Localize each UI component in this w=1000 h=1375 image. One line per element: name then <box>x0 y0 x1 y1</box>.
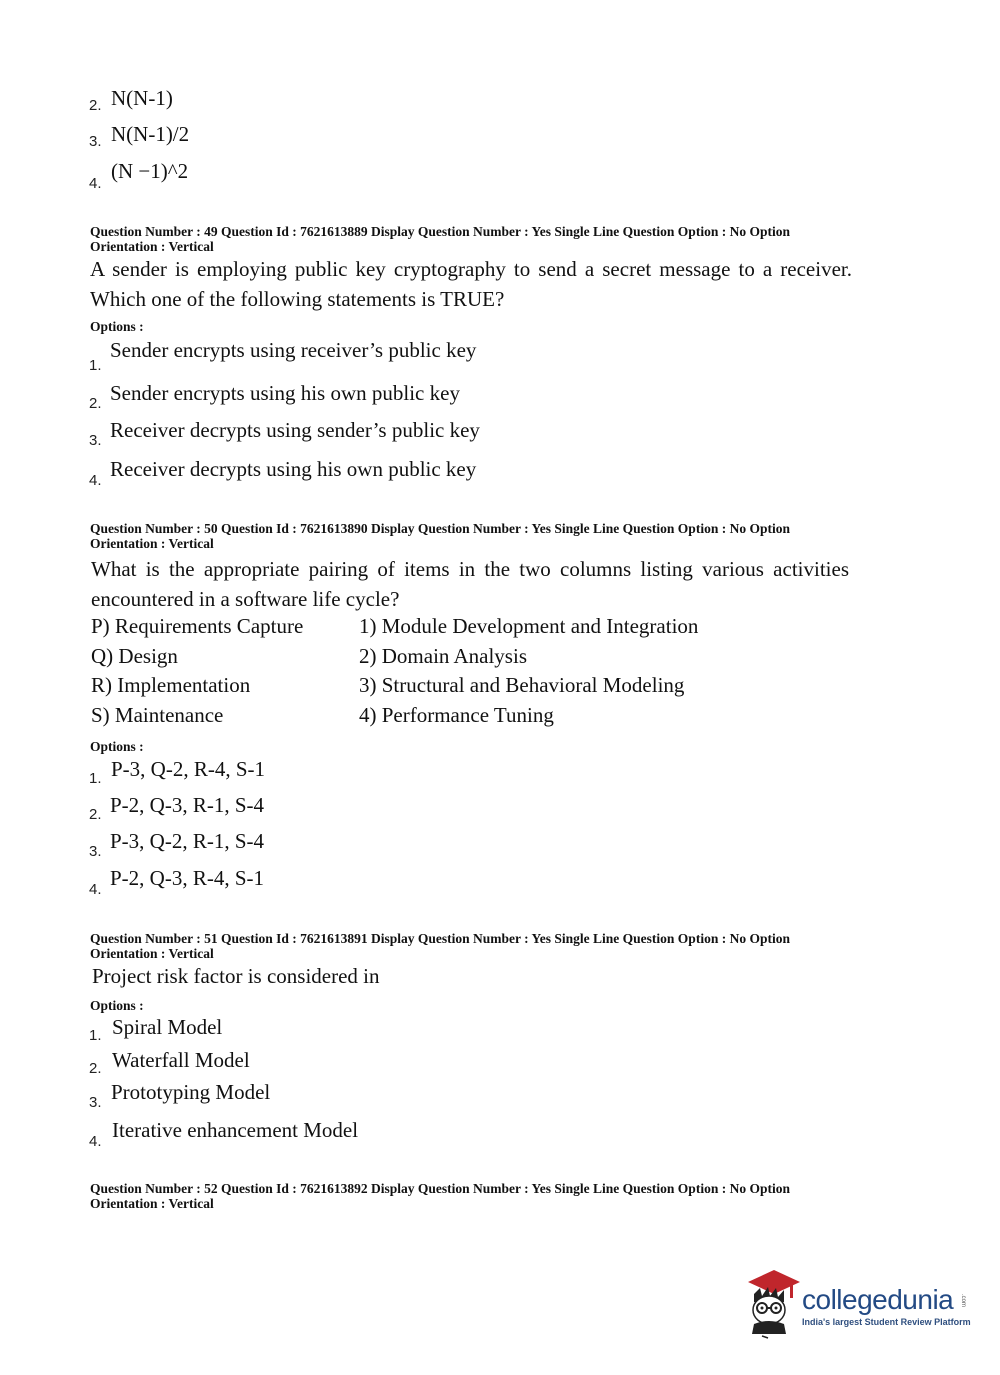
option-text: Spiral Model <box>112 1015 223 1039</box>
option-number: 4. <box>89 1133 102 1150</box>
match-left-item: Q) Design <box>91 644 178 668</box>
option-text: Prototyping Model <box>111 1080 271 1104</box>
option-text: Iterative enhancement Model <box>112 1118 359 1142</box>
question-49-text: A sender is employing public key cryptography to send a secret message to a receiver. Which one of the following statements is TRUE? <box>90 257 852 311</box>
student-mascot-icon <box>742 1268 802 1340</box>
option-number: 2. <box>89 395 102 412</box>
option-text: Sender encrypts using receiver’s public key <box>110 338 477 362</box>
brand-name: collegedunia <box>802 1284 954 1315</box>
question-51-meta: Question Number : 51 Question Id : 7621613891 Display Question Number : Yes Single Line Question Option : No Option Orientation : Vertical <box>90 931 790 961</box>
option-text: N(N-1)/2 <box>111 122 190 146</box>
option-number: 1. <box>89 1027 102 1044</box>
match-right-item: 4) Performance Tuning <box>359 703 554 727</box>
match-left-item: S) Maintenance <box>91 703 224 727</box>
option-text: Sender encrypts using his own public key <box>110 381 460 405</box>
option-number: 4. <box>89 881 102 898</box>
match-right-item: 1) Module Development and Integration <box>359 614 699 638</box>
option-number: 3. <box>89 843 102 860</box>
options-label: Options : <box>90 739 144 754</box>
option-number: 4. <box>89 472 102 489</box>
option-text: N(N-1) <box>111 86 173 110</box>
option-number: 3. <box>89 133 102 150</box>
match-right-item: 3) Structural and Behavioral Modeling <box>359 673 685 697</box>
question-52-meta: Question Number : 52 Question Id : 7621613892 Display Question Number : Yes Single Line Question Option : No Option Orientation : Vertical <box>90 1181 790 1211</box>
option-text: Waterfall Model <box>112 1048 250 1072</box>
option-text: Receiver decrypts using sender’s public key <box>110 418 480 442</box>
option-text: P-3, Q-2, R-4, S-1 <box>111 757 266 781</box>
match-left-item: R) Implementation <box>91 673 251 697</box>
option-text: Receiver decrypts using his own public key <box>110 457 477 481</box>
option-text: P-3, Q-2, R-1, S-4 <box>110 829 265 853</box>
option-number: 2. <box>89 97 102 114</box>
collegedunia-logo <box>742 1268 972 1358</box>
option-number: 3. <box>89 1094 102 1111</box>
option-number: 1. <box>89 770 102 787</box>
match-right-item: 2) Domain Analysis <box>359 644 527 668</box>
option-text: P-2, Q-3, R-1, S-4 <box>110 793 265 817</box>
question-51-text: Project risk factor is considered in <box>92 964 380 988</box>
option-number: 1. <box>89 357 102 374</box>
option-text: P-2, Q-3, R-4, S-1 <box>110 866 265 890</box>
option-number: 4. <box>89 175 102 192</box>
question-50-meta: Question Number : 50 Question Id : 7621613890 Display Question Number : Yes Single Line Question Option : No Option Orientation : Vertical <box>90 521 790 551</box>
options-label: Options : <box>90 998 144 1013</box>
match-left-item: P) Requirements Capture <box>91 614 304 638</box>
option-number: 2. <box>89 1060 102 1077</box>
option-number: 2. <box>89 806 102 823</box>
question-50-text: What is the appropriate pairing of items in the two columns listing various activities encountered in a software life cycle? <box>91 557 849 611</box>
option-number: 3. <box>89 432 102 449</box>
option-text: (N −1)^2 <box>111 159 189 183</box>
question-49-meta: Question Number : 49 Question Id : 7621613889 Display Question Number : Yes Single Line Question Option : No Option Orientation : Vertical <box>90 224 790 254</box>
options-label: Options : <box>90 319 144 334</box>
brand-domain: .com <box>960 1294 966 1308</box>
brand-tagline: India's largest Student Review Platform <box>802 1317 971 1327</box>
